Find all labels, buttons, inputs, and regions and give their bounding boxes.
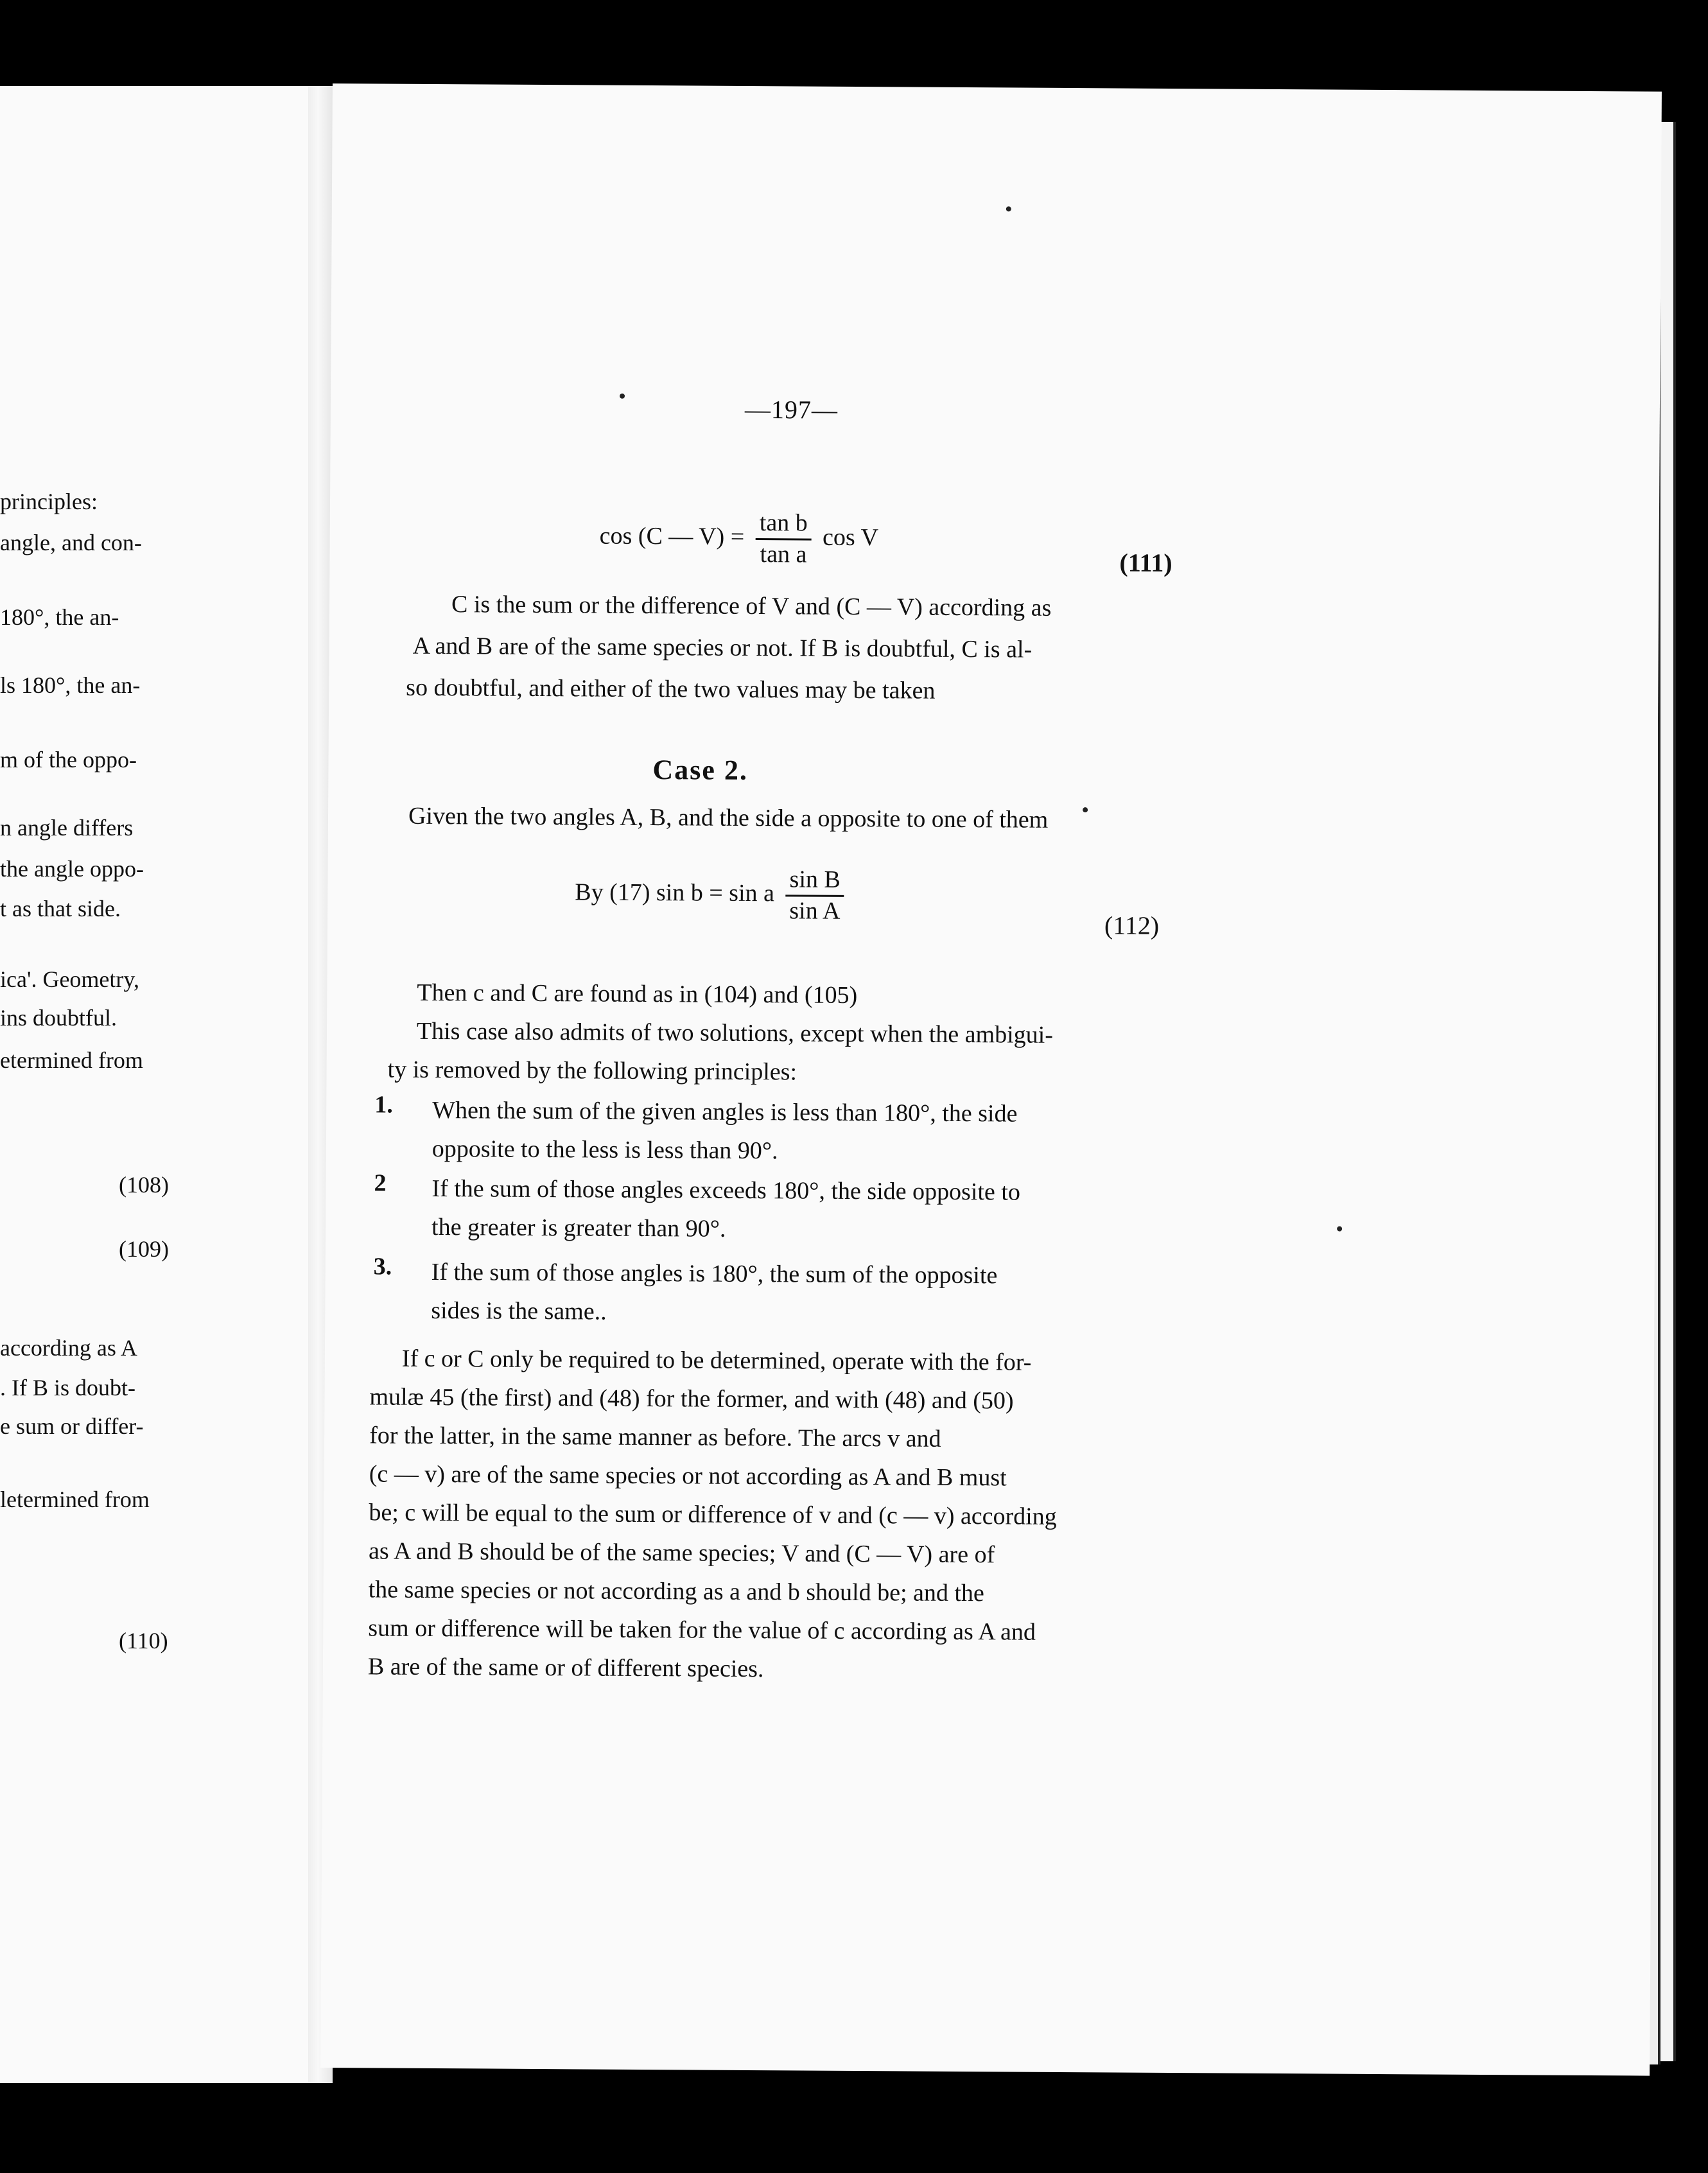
paragraph-line: A and B are of the same species or not. If B is doubtful, C is al- [412, 632, 1033, 663]
equation-number: (108) [119, 1172, 169, 1198]
left-page [0, 86, 315, 2083]
left-page-line: angle, and con- [0, 530, 142, 555]
fraction-numerator: sin B [785, 866, 844, 896]
left-page-line: according as A [0, 1335, 137, 1361]
paragraph-line: Given the two angles A, B, and the side a opposite to one of them [408, 802, 1049, 833]
left-page-line: letermined from [0, 1487, 150, 1512]
paragraph-line: as A and B should be of the same species; V and (C — V) are of [368, 1537, 995, 1569]
list-item-line: the greater is greater than 90°. [431, 1213, 726, 1243]
right-page [320, 83, 1662, 2076]
list-number: 1. [374, 1091, 393, 1119]
left-page-line: . If B is doubt- [0, 1375, 135, 1401]
scan-speck [1006, 206, 1011, 211]
scan-speck [1337, 1226, 1342, 1232]
left-page-line: etermined from [0, 1047, 143, 1073]
list-number: 3. [373, 1253, 392, 1280]
left-page-line: t as that side. [0, 896, 121, 921]
paragraph-line: B are of the same or of different species. [367, 1653, 764, 1683]
list-item-line: When the sum of the given angles is less than 180°, the side [432, 1096, 1018, 1128]
left-page-line: ica'. Geometry, [0, 966, 140, 992]
paragraph-line: the same species or not according as a and b should be; and the [368, 1576, 984, 1607]
equation-number: (109) [119, 1236, 169, 1262]
left-page-line: m of the oppo- [0, 747, 137, 772]
equation-number: (112) [1104, 911, 1160, 940]
paragraph-line: be; c will be equal to the sum or difference of v and (c — v) according [369, 1499, 1057, 1530]
paragraph-line: for the latter, in the same manner as before. The arcs v and [369, 1422, 941, 1453]
scan-speck [620, 394, 625, 399]
left-page-line: principles: [0, 489, 98, 514]
equation-rhs: cos V [823, 523, 879, 552]
left-page-line: the angle oppo- [0, 856, 144, 882]
list-item-line: sides is the same.. [431, 1296, 607, 1325]
paragraph-line: C is the sum or the difference of V and (C — V) according as [451, 591, 1052, 622]
list-item-line: If the sum of those angles is 180°, the sum of the opposite [431, 1258, 998, 1289]
equation-number: (111) [1119, 548, 1172, 578]
page-number: —197— [744, 394, 839, 424]
list-item-line: opposite to the less is less than 90°. [431, 1135, 778, 1165]
list-number: 2 [374, 1169, 387, 1197]
scan-speck [1083, 807, 1088, 812]
left-page-line: 180°, the an- [0, 604, 119, 630]
paragraph-line: If c or C only be required to be determined, operate with the for- [401, 1345, 1032, 1376]
equation-number: (110) [119, 1628, 168, 1654]
left-page-line: ls 180°, the an- [0, 672, 141, 698]
left-page-line: n angle differs [0, 815, 134, 841]
equation-lhs: cos (C — V) = [599, 522, 745, 550]
fraction [755, 510, 811, 568]
paragraph-line: This case also admits of two solutions, except when the ambigui- [416, 1017, 1054, 1049]
equation-lhs: By (17) sin b = sin a [575, 878, 775, 907]
left-page-line: e sum or differ- [0, 1413, 144, 1439]
equation-111 [599, 509, 878, 569]
paragraph-line: so doubtful, and either of the two values may be taken [406, 674, 936, 704]
paragraph-line: mulæ 45 (the first) and (48) for the former, and with (48) and (50) [369, 1383, 1014, 1415]
left-page-line: ins doubtful. [0, 1005, 118, 1031]
paragraph-line: Then c and C are found as in (104) and (105) [417, 979, 858, 1009]
paragraph-line: sum or difference will be taken for the value of c according as A and [368, 1614, 1036, 1646]
paragraph-line: (c — v) are of the same species or not according as A and B must [369, 1460, 1007, 1492]
section-heading: Case 2. [652, 754, 749, 786]
fraction-numerator: tan b [756, 510, 812, 540]
equation-112 [575, 865, 850, 925]
paragraph-line: ty is removed by the following principles: [387, 1056, 797, 1086]
fraction [785, 866, 844, 925]
fraction-denominator: tan a [760, 540, 807, 568]
fraction-denominator: sin A [789, 897, 841, 925]
list-item-line: If the sum of those angles exceeds 180°, the side opposite to [431, 1174, 1021, 1206]
